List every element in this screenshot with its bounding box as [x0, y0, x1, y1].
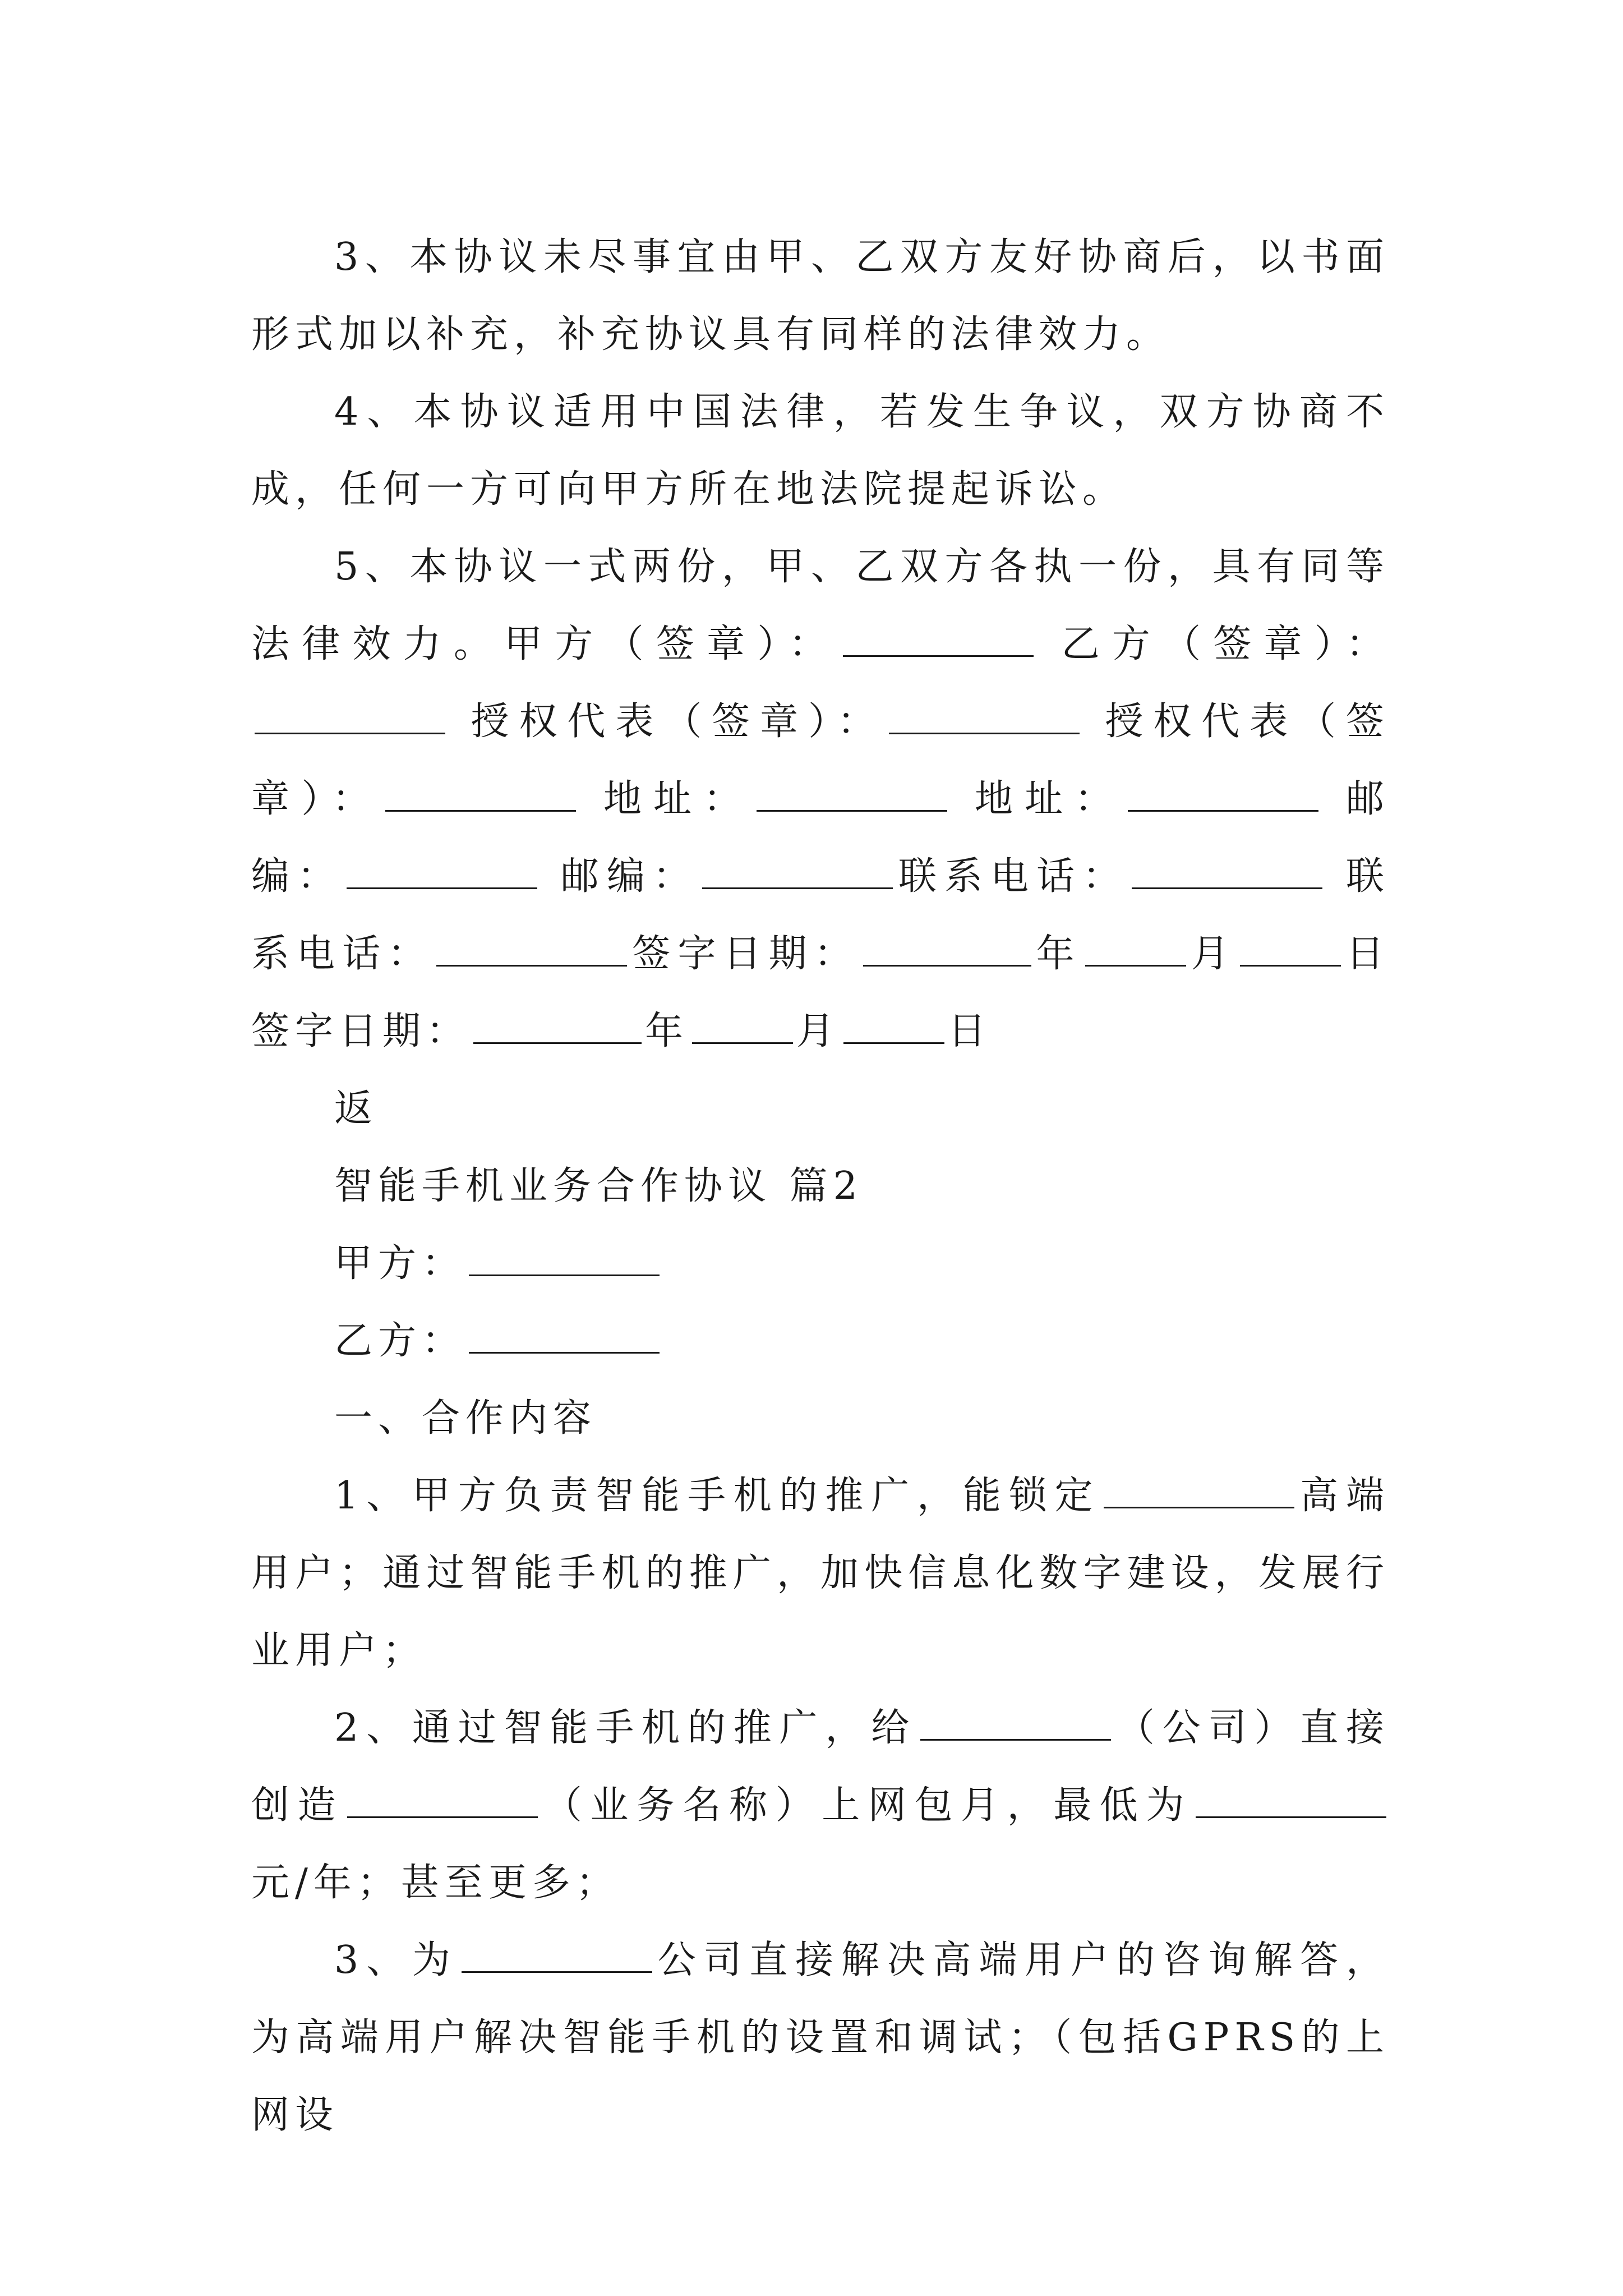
date-a-label: 签字日期： [630, 932, 860, 976]
section-2-party-b [251, 1303, 1390, 1380]
address-a-label: 地址： [603, 777, 754, 821]
clause-5-with-signature-block [251, 528, 1390, 1070]
phone-a-label: 联系电话： [896, 854, 1129, 899]
item-2-text-end: 元/年；甚至更多； [251, 1861, 620, 1905]
party-b-sign-label: 乙方（签章）： [1061, 622, 1390, 666]
date-b-day: 日 [948, 1009, 992, 1053]
clause-5-text: 5、本协议一式两份，甲、乙双方各执一份，具有同等法律效力。 [251, 545, 1390, 666]
party-b-sign-blank [255, 702, 445, 734]
section-2-item-3 [251, 1922, 1390, 2154]
date-b-month-blank [692, 1012, 793, 1044]
item-2-text-start: 2、通过智能手机的推广，给 [334, 1706, 917, 1750]
party-b-label: 乙方： [334, 1319, 466, 1363]
item-2-business-blank [347, 1786, 538, 1818]
rep-a-label: 授权代表（签章）： [471, 700, 886, 744]
party-a-label: 甲方： [334, 1241, 466, 1286]
section-2-item-2 [251, 1690, 1390, 1922]
date-b-year-blank [473, 1012, 642, 1044]
section-heading-cooperation: 一、合作内容 [334, 1396, 597, 1441]
address-b-blank [1128, 780, 1318, 812]
item-3-text-end: 公司直接解决高端用户的咨询解答，为高端用户解决智能手机的设置和调试；（包括GPRS的上网设 [251, 1938, 1390, 2137]
document-body [251, 219, 1390, 2154]
item-1-text-start: 1、甲方负责智能手机的推广，能锁定 [334, 1474, 1101, 1518]
rep-b-label: 授权代表（签章）： [251, 700, 1390, 821]
rep-b-blank [385, 780, 576, 812]
postcode-b-label: 邮编： [560, 854, 699, 899]
item-2-company-blank [920, 1709, 1111, 1741]
date-a-month-blank [1085, 935, 1186, 967]
date-a-year: 年 [1034, 932, 1082, 976]
date-a-year-blank [863, 935, 1031, 967]
section-2-party-a [251, 1225, 1390, 1303]
item-2-text-mid-1: （公司）直接创造 [251, 1706, 1390, 1828]
section-2-item-1 [251, 1457, 1390, 1690]
postcode-a-label: 邮编： [251, 777, 1390, 899]
phone-b-label: 联系电话： [251, 854, 1390, 976]
back-link[interactable]: 返 [334, 1087, 379, 1131]
item-3-blank [462, 1941, 652, 1973]
clause-4: 4、本协议适用中国法律，若发生争议，双方协商不成，任何一方可向甲方所在地法院提起诉讼。 [251, 390, 1390, 512]
address-b-label: 地址： [975, 777, 1125, 821]
date-a-month: 月 [1189, 932, 1237, 976]
party-a-sign-blank [843, 625, 1034, 657]
postcode-a-blank [347, 857, 537, 889]
clause-3: 3、本协议未尽事宜由甲、乙双方友好协商后，以书面形式加以补充，补充协议具有同样的法律效力。 [251, 235, 1390, 357]
address-a-blank [757, 780, 947, 812]
date-b-year: 年 [645, 1009, 689, 1053]
phone-a-blank [1132, 857, 1322, 889]
party-a-blank [469, 1244, 660, 1276]
item-3-text-start: 3、为 [334, 1938, 458, 1982]
date-a-day: 日 [1344, 932, 1390, 976]
date-b-label: 签字日期： [251, 1009, 471, 1053]
item-2-amount-blank [1196, 1786, 1386, 1818]
section-2-title: 智能手机业务合作协议 篇2 [334, 1164, 863, 1208]
item-1-blank [1104, 1476, 1294, 1508]
party-b-blank [469, 1322, 660, 1354]
postcode-b-blank [702, 857, 893, 889]
date-b-day-blank [843, 1012, 944, 1044]
date-a-day-blank [1240, 935, 1341, 967]
item-1-text-end: 高端用户；通过智能手机的推广，加快信息化数字建设，发展行业用户； [251, 1474, 1390, 1673]
phone-b-blank [436, 935, 627, 967]
rep-a-blank [889, 702, 1080, 734]
date-b-month: 月 [796, 1009, 841, 1053]
item-2-text-mid-2: （业务名称）上网包月，最低为 [541, 1783, 1192, 1828]
party-a-sign-label: 甲方（签章）： [504, 622, 840, 666]
